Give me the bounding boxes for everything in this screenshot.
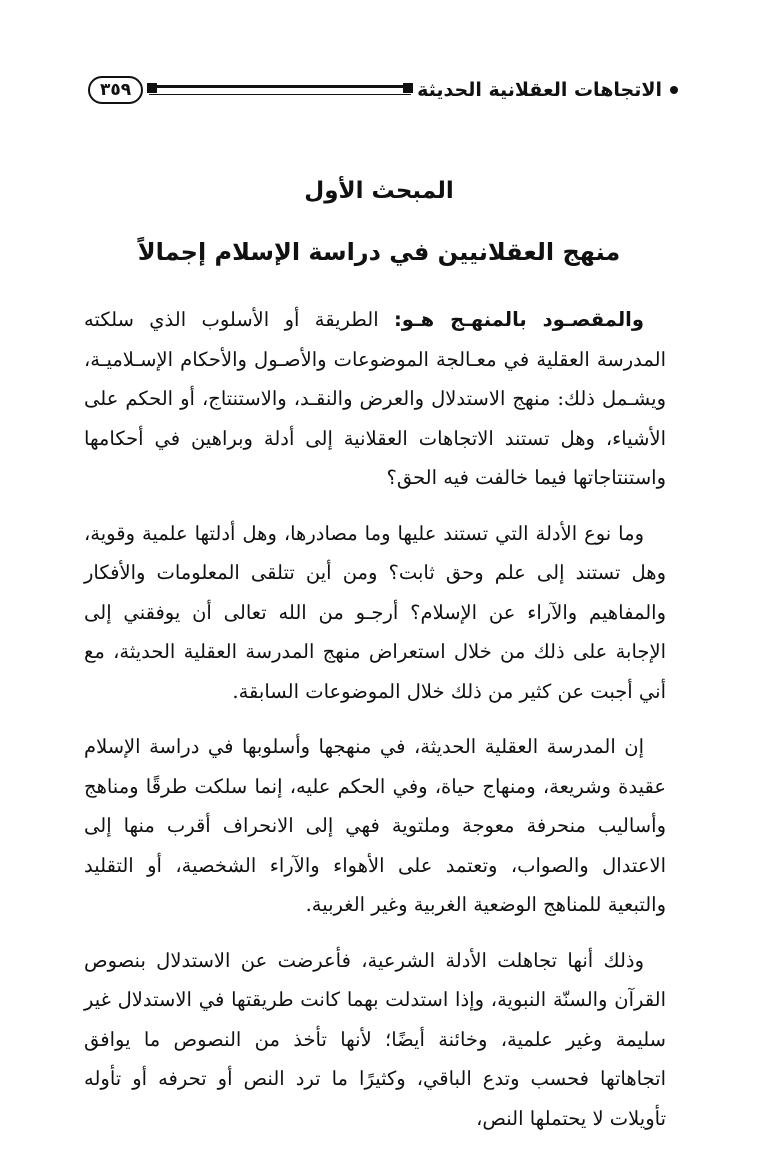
paragraph-text: وما نوع الأدلة التي تستند عليها وما مصادرها، وهل أدلتها علمية وقوية، وهل تستند إلى علم وحق ثابت؟ ومن أين تتلقى المعلومات والأفكار والمفاهيم والآراء عن الإسلام؟ أرجـو من الله تعالى أن يوفقني إلى الإجابة على ذلك من خلال استعراض منهج المدرسة العقلية الحديثة، مع أني أجبت عن كثير من ذلك خلال الموضوعات السابقة.: [84, 521, 666, 703]
paragraph: [84, 727, 666, 925]
section-title: منهج العقلانيين في دراسة الإسلام إجمالاً: [137, 238, 621, 266]
page-number: ٣٥٩: [88, 76, 143, 104]
paragraph: [84, 514, 666, 712]
running-title: الاتجاهات العقلانية الحديثة: [417, 79, 662, 101]
paragraph-text: وذلك أنها تجاهلت الأدلة الشرعية، فأعرضت عن الاستدلال بنصوص القرآن والسنّة النبوية، وإذا استدلت بهما كانت طريقتها في الاستدلال غير سليمة وغير علمية، وخائنة أيضًا؛ لأنها تأخذ من النصوص ما يوافق اتجاهاتها فحسب وتدع الباقي، وكثيرًا ما ترد النص أو تحرفه أو تأوله تأويلات لا يحتملها النص،: [84, 948, 666, 1130]
bullet-icon: [670, 86, 678, 94]
paragraph: [84, 941, 666, 1139]
rule-square-icon: [147, 83, 157, 93]
header-rule: [149, 85, 411, 95]
section-heading: المبحث الأول: [304, 178, 454, 204]
paragraph-text: الطريقة أو الأسلوب الذي سلكته المدرسة العقلية في معـالجة الموضوعات والأصـول والأحكام الإسـلاميـة، ويشـمل ذلك: منهج الاستدلال والعرض والنقـد، والاستنتاج، أو الحكم على الأشياء، وهل تستند الاتجاهات العقلانية إلى أدلة وبراهين في أحكامها واستنتاجاتها فيما خالفت فيه الحق؟: [84, 308, 666, 489]
rule-square-icon: [403, 83, 413, 93]
body-text: [84, 300, 666, 1154]
paragraph-lead: والمقصـود بالمنهـج هـو:: [393, 308, 644, 331]
running-header: [88, 74, 678, 106]
paragraph: [84, 300, 666, 498]
paragraph-text: إن المدرسة العقلية الحديثة، في منهجها وأسلوبها في دراسة الإسلام عقيدة وشريعة، ومنهاج حياة، وفي الحكم عليه، إنما سلكت طرقًا ومناهج وأساليب منحرفة معوجة وملتوية فهي إلى الانحراف أقرب منها إلى الاعتدال والصواب، وتعتمد على الأهواء والآراء الشخصية، أو التقليد والتبعية للمناهج الوضعية الغربية وغير الغربية.: [84, 735, 666, 916]
